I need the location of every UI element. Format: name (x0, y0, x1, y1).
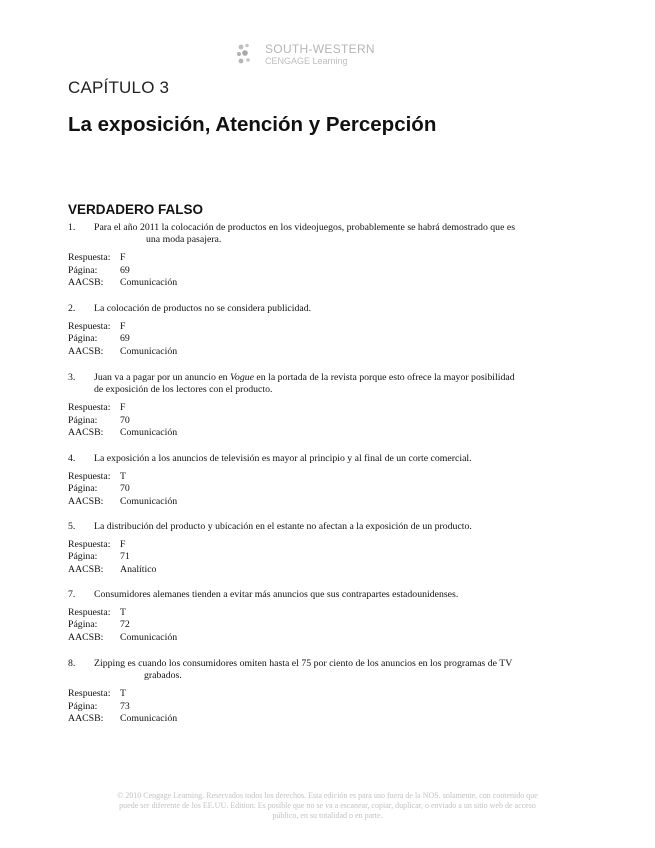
answer-label: Respuesta: (68, 252, 111, 264)
answer-label: Respuesta: (68, 607, 111, 619)
brand-subtitle: CENGAGE Learning (265, 55, 348, 66)
answer-meta (68, 402, 568, 439)
page-label: Página: (68, 700, 98, 712)
answer-label: Respuesta: (68, 321, 111, 333)
answer-label: Respuesta: (68, 471, 111, 483)
question-item (68, 222, 568, 289)
brand-name: SOUTH-WESTERN (265, 41, 375, 56)
aacsb-label: AACSB: (68, 495, 104, 507)
aacsb-label: AACSB: (68, 563, 104, 575)
answer-label: Respuesta: (68, 539, 111, 551)
question-number: 2. (68, 303, 76, 314)
aacsb-label: AACSB: (68, 426, 104, 438)
page-value: 72 (120, 619, 130, 631)
page-value: 73 (120, 700, 130, 712)
publisher-logo (235, 40, 375, 68)
answer-meta (68, 688, 568, 725)
answer-value: T (120, 688, 126, 700)
answer-value: F (120, 252, 126, 264)
page-label: Página: (68, 551, 98, 563)
question-item (68, 372, 568, 439)
aacsb-value: Comunicación (120, 712, 178, 724)
question-number: 5. (68, 521, 76, 532)
question-text-continued: grabados. (144, 670, 182, 682)
copyright-footer (68, 791, 587, 821)
section-heading: VERDADERO FALSO (68, 202, 204, 217)
question-number: 7. (68, 589, 76, 600)
page-title: La exposición, Atención y Percepción (68, 113, 437, 136)
answer-meta (68, 471, 568, 508)
aacsb-label: AACSB: (68, 345, 104, 357)
magazine-name: Vogue (230, 372, 254, 383)
page-value: 70 (120, 483, 130, 495)
page-value: 69 (120, 333, 130, 345)
answer-meta (68, 321, 568, 358)
copyright-line: puede ser diferente de los EE.UU. Edition. Es posible que no se va a escanear, copiar, duplicar, o enviado a un sitio web de acceso (119, 801, 536, 810)
aacsb-label: AACSB: (68, 276, 104, 288)
aacsb-value: Comunicación (120, 426, 178, 438)
question-text: La exposición a los anuncios de televisión es mayor al principio y al final de un corte comercial. (94, 453, 472, 464)
answer-meta (68, 252, 568, 289)
answer-value: F (120, 402, 126, 414)
question-item (68, 589, 568, 644)
page-label: Página: (68, 619, 98, 631)
aacsb-label: AACSB: (68, 712, 104, 724)
page-label: Página: (68, 333, 98, 345)
aacsb-value: Comunicación (120, 276, 178, 288)
page-label: Página: (68, 414, 98, 426)
question-number: 8. (68, 658, 76, 669)
answer-label: Respuesta: (68, 402, 111, 414)
question-text-continued: de exposición de los lectores con el producto. (94, 384, 273, 396)
question-item (68, 453, 568, 508)
chapter-label: CAPÍTULO 3 (68, 78, 170, 97)
answer-value: T (120, 607, 126, 619)
aacsb-value: Comunicación (120, 631, 178, 643)
question-number: 3. (68, 372, 76, 383)
question-number: 4. (68, 453, 76, 464)
question-text-continued: una moda pasajera. (146, 234, 222, 246)
copyright-line: público, en su totalidad o en parte. (272, 811, 383, 820)
aacsb-value: Analítico (120, 563, 157, 575)
aacsb-value: Comunicación (120, 495, 178, 507)
aacsb-value: Comunicación (120, 345, 178, 357)
question-text: Zipping es cuando los consumidores omiten hasta el 75 por ciento de los anuncios en los programas de TV (94, 658, 513, 669)
answer-label: Respuesta: (68, 688, 111, 700)
question-text: La distribución del producto y ubicación en el estante no afectan a la exposición de un producto. (94, 521, 472, 532)
question-text: La colocación de productos no se considera publicidad. (94, 303, 312, 314)
page-value: 69 (120, 264, 130, 276)
copyright-line: © 2010 Cengage Learning. Reservados todos los derechos. Esta edición es para uso fuera de la NOS. solamente, con contenido que (117, 791, 538, 800)
question-text: Consumidores alemanes tienden a evitar más anuncios que sus contrapartes estadounidenses. (94, 589, 459, 600)
answer-value: F (120, 321, 126, 333)
cengage-dots-icon (235, 42, 259, 66)
page-value: 70 (120, 414, 130, 426)
page-label: Página: (68, 264, 98, 276)
question-number: 1. (68, 222, 76, 233)
answer-value: F (120, 539, 126, 551)
page-label: Página: (68, 483, 98, 495)
answer-meta (68, 539, 568, 576)
question-item (68, 303, 568, 358)
question-item (68, 658, 568, 725)
answer-value: T (120, 471, 126, 483)
question-text: Para el año 2011 la colocación de productos en los videojuegos, probablemente se habrá demostrado que es (94, 222, 516, 233)
answer-meta (68, 607, 568, 644)
question-text: Juan va a pagar por un anuncio en Vogue en la portada de la revista porque esto ofrece la mayor posibilidad (94, 372, 515, 383)
question-item (68, 521, 568, 576)
page-value: 71 (120, 551, 130, 563)
aacsb-label: AACSB: (68, 631, 104, 643)
